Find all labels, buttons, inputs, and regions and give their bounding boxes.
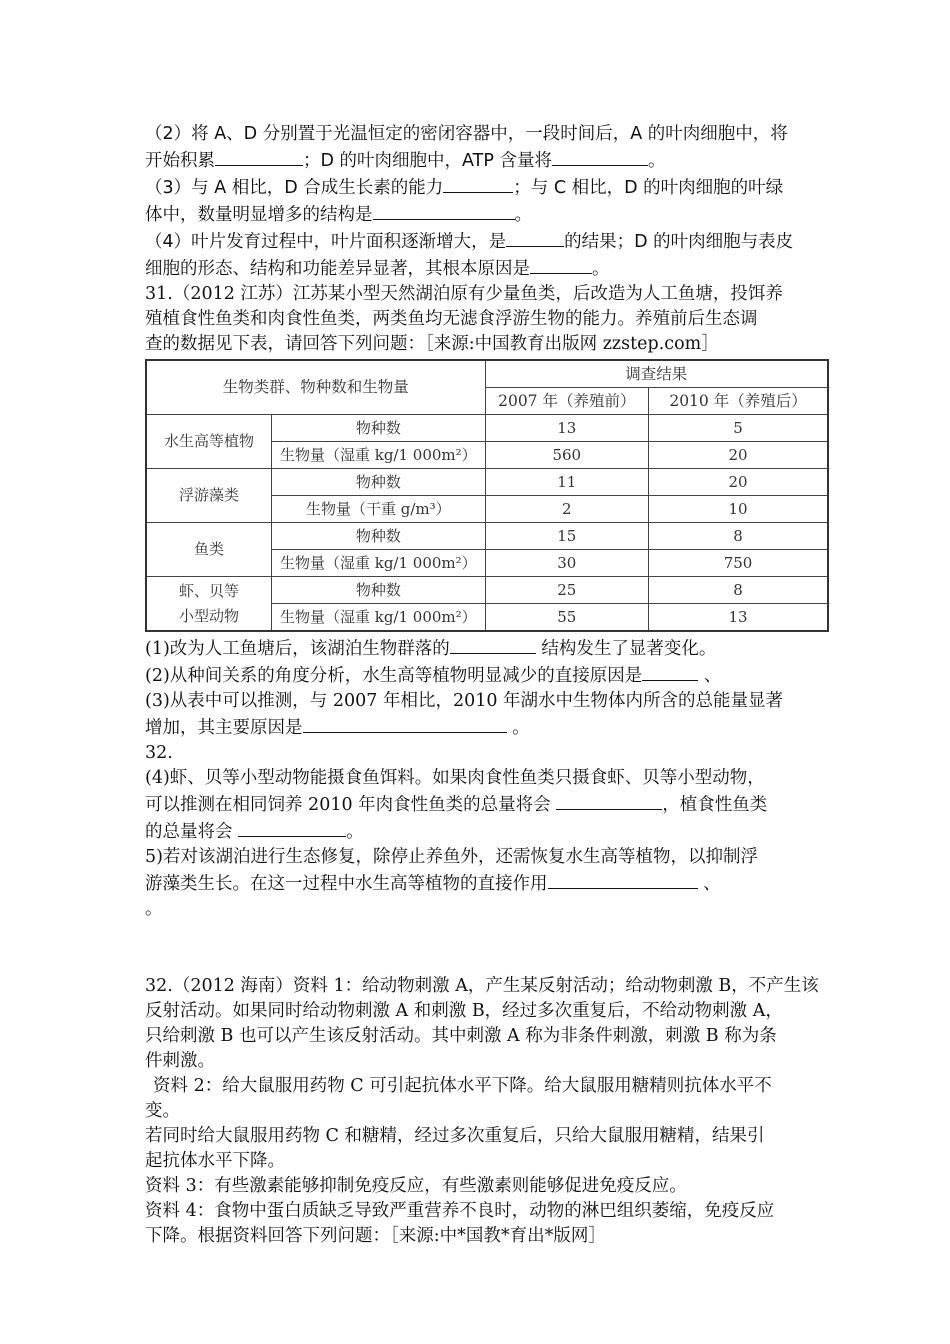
metric: 生物量（湿重 kg/1 000m²） <box>272 442 485 469</box>
q31-answer-5-line-1: 5)若对该湖泊进行生态修复，除停止养鱼外，还需恢复水生高等植物，以抑制浮 <box>145 847 758 867</box>
value-2007: 30 <box>485 550 649 577</box>
header-groups: 生物类群、物种数和生物量 <box>146 360 485 415</box>
table-row <box>146 523 828 550</box>
q30-line-3: （3）与 A 相比，D 合成生长素的能力 ；与 C 相比，D 的叶肉细胞的叶绿 <box>145 174 813 201</box>
q31-line-2: 殖植食性鱼类和肉食性鱼类，两类鱼均无滤食浮游生物的能力。养殖前后生态调 <box>145 309 758 329</box>
q31-answer-3-line-1: (3)从表中可以推测，与 2007 年相比，2010 年湖水中生物体内所含的总能量显著 <box>145 691 784 711</box>
header-result: 调查结果 <box>485 360 828 388</box>
table-row <box>146 577 828 604</box>
spacer <box>145 922 813 974</box>
value-2010: 20 <box>649 469 828 496</box>
value-2010: 8 <box>649 577 828 604</box>
answer-blank[interactable] <box>530 255 592 274</box>
answer-blank[interactable] <box>552 147 648 166</box>
value-2007: 560 <box>485 442 649 469</box>
metric: 生物量（湿重 kg/1 000m²） <box>272 604 485 632</box>
q31-line-1: 31.（2012 江苏）江苏某小型天然湖泊原有少量鱼类，后改造为人工鱼塘，投饵养 <box>145 284 783 304</box>
q32-line-2: 反射活动。如果同时给动物刺激 A 和刺激 B，经过多次重复后，不给动物刺激 A， <box>145 1001 783 1021</box>
question-32 <box>145 974 819 1249</box>
q30-line-6: 细胞的形态、结构和功能差异显著，其根本原因是 。 <box>145 255 813 282</box>
document-page <box>145 122 819 1249</box>
answer-blank[interactable] <box>450 635 536 654</box>
value-2007: 2 <box>485 496 649 523</box>
q31-answer-4-line-3: 的总量将会 。 <box>145 818 813 845</box>
header-2007: 2007 年（养殖前） <box>485 388 649 415</box>
q30-line-1: （2）将 A、D 分别置于光温恒定的密闭容器中，一段时间后，A 的叶肉细胞中，将 <box>145 124 788 144</box>
q30-line-4: 体中，数量明显增多的结构是 。 <box>145 201 813 228</box>
value-2010: 750 <box>649 550 828 577</box>
value-2010: 10 <box>649 496 828 523</box>
value-2010: 8 <box>649 523 828 550</box>
value-2010: 13 <box>649 604 828 632</box>
q32-line-8: 起抗体水平下降。 <box>145 1151 285 1171</box>
q31-answer-5-line-2: 游藻类生长。在这一过程中水生高等植物的直接作用 、 <box>145 870 813 897</box>
q30-line-5: （4）叶片发育过程中，叶片面积逐渐增大，是 的结果；D 的叶肉细胞与表皮 <box>145 228 813 255</box>
group-name: 虾、贝等 小型动物 <box>146 577 272 632</box>
q31-answer-4-line-1: (4)虾、贝等小型动物能摄食鱼饵料。如果肉食性鱼类只摄食虾、贝等小型动物， <box>145 768 765 788</box>
answer-blank[interactable] <box>506 228 564 247</box>
answer-blank[interactable] <box>373 201 515 220</box>
metric: 物种数 <box>272 469 485 496</box>
q31-answer-1: (1)改为人工鱼塘后，该湖泊生物群落的 结构发生了显著变化。 <box>145 635 813 662</box>
q31-answer-4-line-2: 可以推测在相同饲养 2010 年肉食性鱼类的总量将会 ，植食性鱼类 <box>145 791 813 818</box>
group-name: 鱼类 <box>146 523 272 577</box>
q31-answer-5-line-3: 。 <box>145 899 163 919</box>
answer-blank[interactable] <box>303 714 507 733</box>
header-2010: 2010 年（养殖后） <box>649 388 828 415</box>
value-2007: 25 <box>485 577 649 604</box>
question-30-continuation <box>145 122 813 282</box>
metric: 生物量（干重 g/m³） <box>272 496 485 523</box>
q32-number: 32. <box>145 743 173 763</box>
table-row <box>146 469 828 496</box>
q32-line-3: 只给刺激 B 也可以产生该反射活动。其中刺激 A 称为非条件刺激，刺激 B 称为条 <box>145 1026 777 1046</box>
answer-blank[interactable] <box>556 791 662 810</box>
answer-blank[interactable] <box>215 147 303 166</box>
q31-answer-3-line-2: 增加，其主要原因是 。 <box>145 714 813 741</box>
q30-line-2: 开始积累 ；D 的叶肉细胞中，ATP 含量将 。 <box>145 147 813 174</box>
answer-blank[interactable] <box>642 662 698 681</box>
q32-line-11: 下降。根据资料回答下列问题：［来源:中*国教*育出*版网］ <box>145 1226 606 1246</box>
group-name: 水生高等植物 <box>146 415 272 469</box>
q32-line-9: 资料 3：有些激素能够抑制免疫反应，有些激素则能够促进免疫反应。 <box>145 1176 687 1196</box>
metric: 物种数 <box>272 415 485 442</box>
question-31 <box>145 282 813 922</box>
table-row <box>146 415 828 442</box>
q31-line-3: 查的数据见下表，请回答下列问题：［来源:中国教育出版网 zzstep.com］ <box>145 334 719 354</box>
answer-blank[interactable] <box>238 818 346 837</box>
value-2007: 55 <box>485 604 649 632</box>
value-2007: 15 <box>485 523 649 550</box>
metric: 生物量（湿重 kg/1 000m²） <box>272 550 485 577</box>
value-2007: 11 <box>485 469 649 496</box>
metric: 物种数 <box>272 523 485 550</box>
value-2010: 5 <box>649 415 828 442</box>
group-name: 浮游藻类 <box>146 469 272 523</box>
q32-line-7: 若同时给大鼠服用药物 C 和糖精，经过多次重复后，只给大鼠服用糖精，结果引 <box>145 1126 765 1146</box>
metric: 物种数 <box>272 577 485 604</box>
answer-blank[interactable] <box>443 174 513 193</box>
value-2007: 13 <box>485 415 649 442</box>
value-2010: 20 <box>649 442 828 469</box>
q32-line-1: 32.（2012 海南）资料 1：给动物刺激 A，产生某反射活动；给动物刺激 B，不产生该 <box>145 976 819 996</box>
survey-table <box>145 359 829 632</box>
q32-line-5: 资料 2：给大鼠服用药物 C 可引起抗体水平下降。给大鼠服用糖精则抗体水平不 <box>153 1076 772 1096</box>
q32-line-10: 资料 4：食物中蛋白质缺乏导致严重营养不良时，动物的淋巴组织萎缩，免疫反应 <box>145 1201 775 1221</box>
q32-line-6: 变。 <box>145 1101 180 1121</box>
q31-answer-2: (2)从种间关系的角度分析，水生高等植物明显减少的直接原因是 、 <box>145 662 813 689</box>
answer-blank[interactable] <box>548 870 698 889</box>
q32-line-4: 件刺激。 <box>145 1051 215 1071</box>
